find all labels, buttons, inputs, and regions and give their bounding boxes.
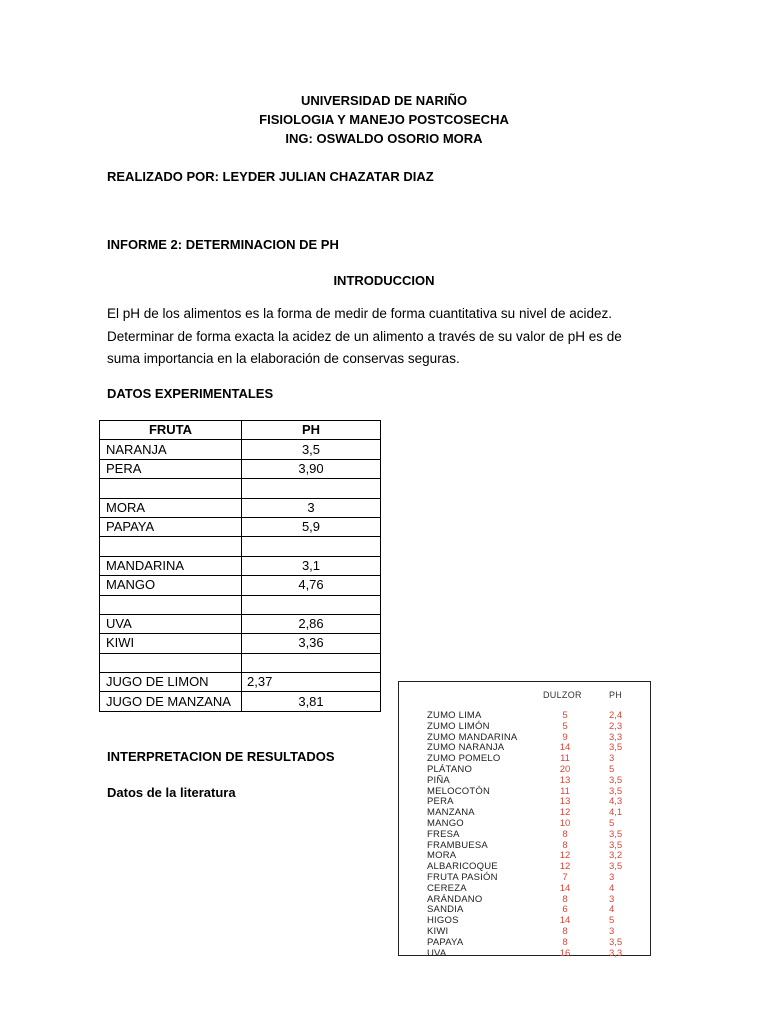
sweetness-value: 20 [559,764,571,775]
sweetness-value: 14 [559,742,571,754]
university-name: UNIVERSIDAD DE NARIÑO [300,93,468,108]
ph-cell: 2,37 [242,673,381,692]
ph-cell: 3,90 [242,459,381,478]
ph-value: 3,5 [609,861,623,873]
table-row [100,556,381,575]
ph-cell [242,479,381,498]
sweetness-value: 12 [559,850,571,862]
ph-value: 3 [609,753,615,765]
ph-value: 3,5 [609,839,623,851]
ph-cell: 3,81 [242,692,381,711]
fruit-name: FRAMBUESA [427,839,488,851]
intro-line: El pH de los alimentos es la forma de medir de forma cuantitativa su nivel de acidez. [107,306,612,321]
table-row [100,653,381,672]
fruit-cell: JUGO DE LIMON [100,673,242,692]
experimental-heading: DATOS EXPERIMENTALES [107,386,274,401]
intro-heading: INTRODUCCION [333,273,435,288]
ph-value: 2,4 [609,710,623,721]
fruit-name: UVA [427,947,447,959]
fruit-cell [100,479,242,498]
teacher-name: ING: OSWALDO OSORIO MORA [285,131,483,146]
ph-cell: 4,76 [242,576,381,595]
column-header-sweetness: DULZOR [543,690,582,700]
fruit-cell: MORA [100,498,242,517]
sweetness-value: 8 [562,893,568,905]
fruit-name: MELOCOTÓN [427,785,491,797]
fruit-name: ARÁNDANO [427,893,483,905]
literature-row [399,722,650,733]
ph-cell: 5,9 [242,517,381,536]
fruit-name: PERA [427,796,454,808]
ph-value: 5 [609,764,615,775]
ph-cell [242,537,381,556]
table-row [100,537,381,556]
table-row [100,517,381,536]
intro-line: suma importancia en la elaboración de conservas seguras. [107,351,460,366]
ph-value: 5 [609,818,615,829]
table-row [100,576,381,595]
fruit-cell: MANDARINA [100,556,242,575]
report-title: INFORME 2: DETERMINACION DE PH [107,237,339,252]
sweetness-value: 11 [560,785,570,797]
table-row [100,459,381,478]
literature-row [399,776,650,787]
fruit-name: HIGOS [427,915,459,927]
sweetness-value: 14 [559,882,571,894]
table-row [100,692,381,711]
table-row [100,614,381,633]
sweetness-value: 12 [559,807,571,819]
fruit-name: ZUMO LIMÓN [427,720,490,732]
ph-value: 3,5 [609,774,623,786]
ph-cell: 3,5 [242,440,381,459]
sweetness-value: 6 [562,904,568,916]
fruit-cell: PAPAYA [100,517,242,536]
fruit-cell: MANGO [100,576,242,595]
ph-value: 4 [609,904,615,916]
sweetness-value: 7 [562,872,568,883]
fruit-name: KIWI [427,926,449,937]
ph-cell [242,653,381,672]
fruit-name: ZUMO NARANJA [427,742,505,754]
ph-cell: 3,1 [242,556,381,575]
sweetness-value: 5 [562,710,568,721]
fruit-name: CEREZA [427,882,467,894]
column-header-ph: PH [242,421,381,440]
ph-value: 3 [609,872,615,883]
sweetness-value: 16 [559,947,571,959]
sweetness-value: 11 [560,753,570,765]
sweetness-value: 13 [559,796,571,808]
ph-value: 2,3 [609,720,623,732]
ph-cell: 3,36 [242,634,381,653]
fruit-name: FRUTA PASIÓN [427,872,498,883]
sweetness-value: 10 [559,818,571,829]
fruit-name: ZUMO MANDARINA [427,731,518,743]
intro-paragraph [107,303,647,371]
literature-row [399,938,650,949]
author-line: REALIZADO POR: LEYDER JULIAN CHAZATAR DIAZ [107,169,434,184]
sweetness-value: 8 [562,936,568,948]
table-row [100,498,381,517]
table-row [100,479,381,498]
fruit-name: ZUMO LIMA [427,710,482,721]
fruit-cell: UVA [100,614,242,633]
ph-value: 3,3 [609,947,623,959]
sweetness-value: 9 [562,731,568,743]
column-header-fruit: FRUTA [100,421,242,440]
sweetness-value: 8 [562,839,568,851]
sweetness-value: 14 [559,915,571,927]
ph-value: 3,5 [609,742,623,754]
fruit-name: MANGO [427,818,464,829]
fruit-name: MANZANA [427,807,475,819]
fruit-cell [100,595,242,614]
experimental-table-body [100,440,381,711]
fruit-name: PIÑA [427,774,450,786]
fruit-name: PAPAYA [427,936,464,948]
ph-cell: 2,86 [242,614,381,633]
experimental-table [99,420,381,712]
table-row [100,673,381,692]
sweetness-value: 5 [562,720,568,732]
ph-value: 3 [609,926,615,937]
table-header-row [100,421,381,440]
sweetness-value: 8 [562,828,568,840]
ph-value: 3,5 [609,936,623,948]
table-row [100,440,381,459]
ph-value: 3 [609,893,615,905]
ph-cell: 3 [242,498,381,517]
fruit-name: FRESA [427,828,460,840]
sweetness-value: 8 [562,926,568,937]
fruit-name: ALBARICOQUE [427,861,498,873]
table-row [100,634,381,653]
literature-row [399,830,650,841]
fruit-cell [100,537,242,556]
ph-value: 3,5 [609,785,623,797]
fruit-name: MORA [427,850,457,862]
literature-row [399,949,650,960]
fruit-cell: PERA [100,459,242,478]
fruit-cell [100,653,242,672]
ph-value: 4 [609,882,615,894]
fruit-cell: NARANJA [100,440,242,459]
sweetness-value: 12 [559,861,571,873]
ph-value: 4,3 [609,796,623,808]
column-header-ph: PH [609,690,623,700]
literature-table-image [398,681,651,959]
course-name: FISIOLOGIA Y MANEJO POSTCOSECHA [259,112,509,127]
literature-subheading: Datos de la literatura [107,785,236,800]
fruit-name: PLÁTANO [427,764,473,775]
fruit-name: ZUMO POMELO [427,753,501,765]
fruit-cell: JUGO DE MANZANA [100,692,242,711]
table-row [100,595,381,614]
sweetness-value: 13 [559,774,571,786]
ph-value: 3,3 [609,731,623,743]
literature-row [399,884,650,895]
fruit-name: SANDIA [427,904,464,916]
ph-value: 4,1 [609,807,623,819]
ph-value: 3,5 [609,828,623,840]
ph-value: 5 [609,915,615,927]
fruit-cell: KIWI [100,634,242,653]
interpretation-heading: INTERPRETACION DE RESULTADOS [107,749,335,764]
ph-value: 3,2 [609,850,623,862]
ph-cell [242,595,381,614]
intro-line: Determinar de forma exacta la acidez de un alimento a través de su valor de pH es de [107,328,622,344]
